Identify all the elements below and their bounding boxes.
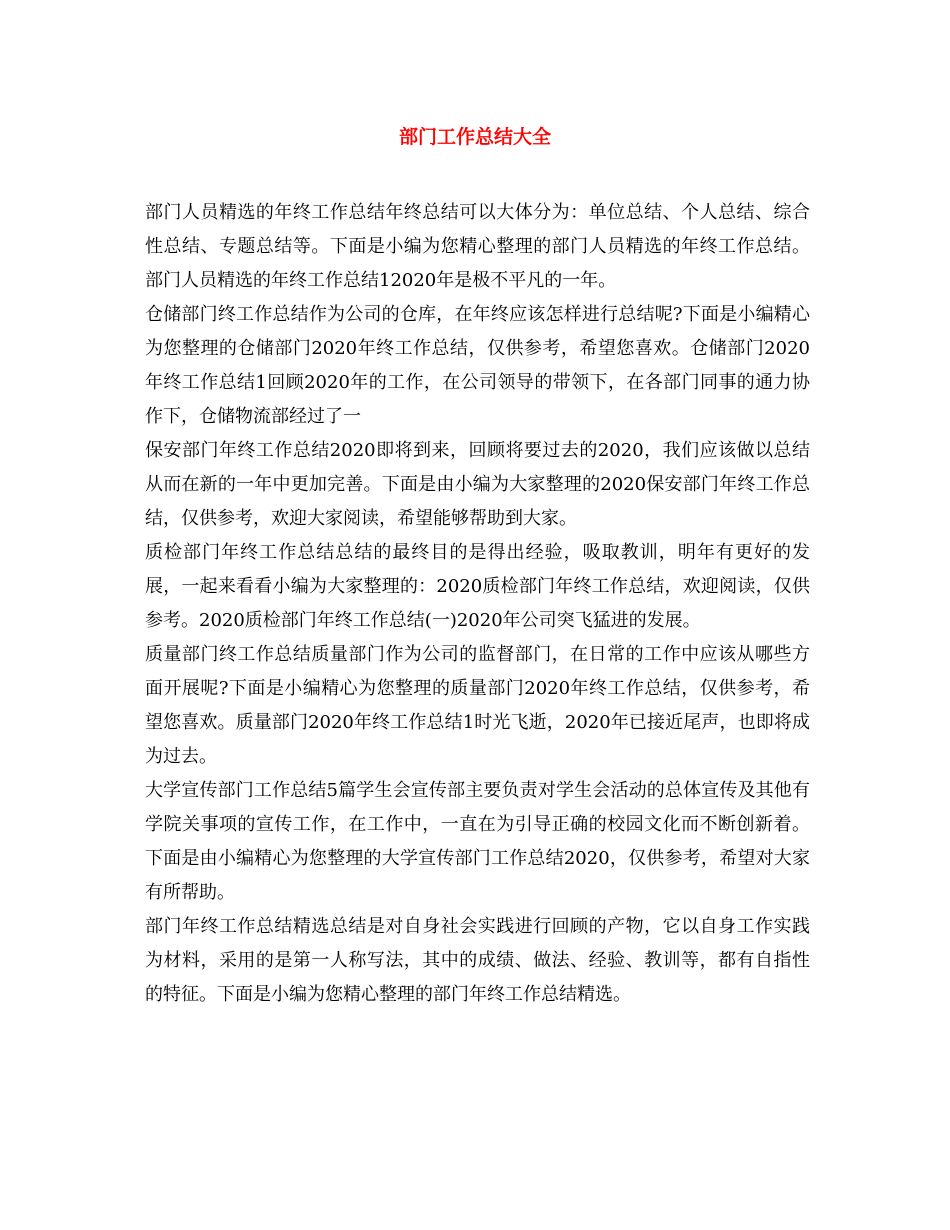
paragraph-3: 保安部门年终工作总结2020即将到来，回顾将要过去的2020，我们应该做以总结从而在新的一年中更加完善。下面是由小编为大家整理的2020保安部门年终工作总结，仅供参考，欢迎大家阅读，希望能够帮助到大家。 [145,440,810,529]
paragraph-2: 仓储部门终工作总结作为公司的仓库，在年终应该怎样进行总结呢?下面是小编精心为您整理的仓储部门2020年终工作总结，仅供参考，希望您喜欢。仓储部门2020年终工作总结1回顾2020年的工作，在公司领导的带领下，在各部门同事的通力协作下，仓储物流部经过了一 [145,304,810,427]
paragraph-6: 大学宣传部门工作总结5篇学生会宣传部主要负责对学生会活动的总体宣传及其他有学院关事项的宣传工作，在工作中，一直在为引导正确的校园文化而不断创新着。下面是由小编精心为您整理的大学宣传部门工作总结2020，仅供参考，希望对大家有所帮助。 [145,780,810,903]
document-title: 部门工作总结大全 [398,126,551,148]
paragraph-5: 质量部门终工作总结质量部门作为公司的监督部门，在日常的工作中应该从哪些方面开展呢?下面是小编精心为您整理的质量部门2020年终工作总结，仅供参考，希望您喜欢。质量部门2020年终工作总结1时光飞逝，2020年已接近尾声，也即将成为过去。 [145,644,810,767]
paragraph-1: 部门人员精选的年终工作总结年终总结可以大体分为：单位总结、个人总结、综合性总结、专题总结等。下面是小编为您精心整理的部门人员精选的年终工作总结。部门人员精选的年终工作总结12020年是极不平凡的一年。 [145,202,810,291]
paragraph-7: 部门年终工作总结精选总结是对自身社会实践进行回顾的产物，它以自身工作实践为材料，采用的是第一人称写法，其中的成绩、做法、经验、教训等，都有自指性的特征。下面是小编为您精心整理的部门年终工作总结精选。 [145,916,810,1005]
paragraph-4: 质检部门年终工作总结总结的最终目的是得出经验，吸取教训，明年有更好的发展，一起来看看小编为大家整理的：2020质检部门年终工作总结，欢迎阅读，仅供参考。2020质检部门年终工作总结(一)2020年公司突飞猛进的发展。 [145,542,810,631]
document-body [145,196,810,1012]
